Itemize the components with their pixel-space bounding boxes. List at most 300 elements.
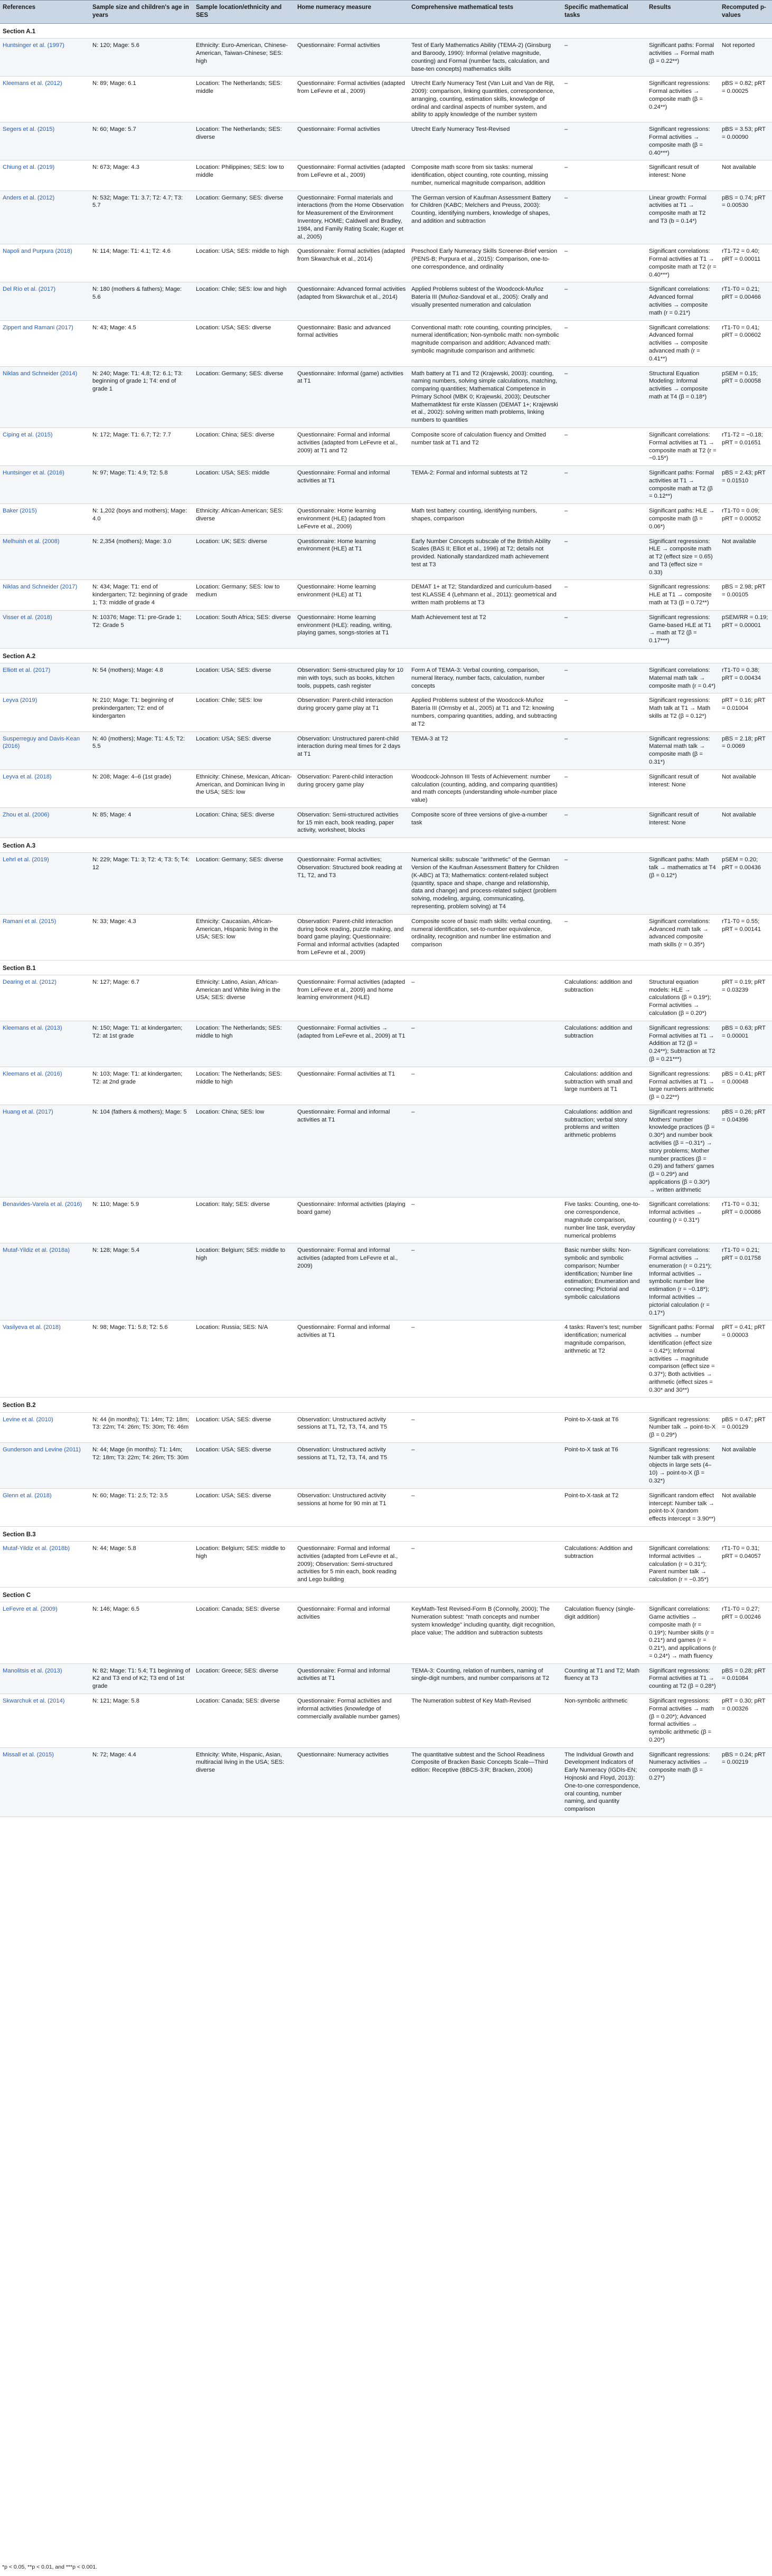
table-row: [0, 39, 772, 77]
table-cell: –: [562, 244, 646, 282]
reference-cell[interactable]: Susperreguy and Davis-Kean (2016): [0, 731, 90, 769]
table-cell: N: 85; Mage: 4: [90, 807, 193, 838]
reference-cell[interactable]: Dearing et al. (2012): [0, 975, 90, 1021]
table-cell: Not available: [719, 534, 772, 580]
table-cell: pBS = 0.28; pRT = 0.01084: [719, 1664, 772, 1694]
column-header: Sample size and children's age in years: [90, 1, 193, 24]
table-cell: Significant correlations: Game activities → composite math (r = 0.19*); Number skills (r = 0.21*) and games (r = 0.21*), and applications (r = 0.24*) → math fluency: [646, 1602, 719, 1664]
table-cell: –: [562, 466, 646, 504]
table-cell: N: 208; Mage: 4–6 (1st grade): [90, 769, 193, 807]
table-cell: Applied Problems subtest of the Woodcock-Muñoz Batería III (Muñoz-Sandoval et al., 2005): Orally and visually presented numeration and calculation: [409, 282, 562, 320]
table-cell: Point-to-X task at T6: [562, 1442, 646, 1488]
table-cell: –: [562, 320, 646, 366]
table-cell: Significant regressions: Game-based HLE at T1 → math at T2 (β = 0.17***): [646, 610, 719, 648]
table-cell: Composite score of basic math skills: verbal counting, numeral identification, set-to-number equivalence, ordinality, recognition and number line estimation and comparison: [409, 914, 562, 960]
table-cell: N: 44 (in months); T1: 14m; T2: 18m; T3: 22m; T4: 26m; T5: 30m; T6: 46m: [90, 1412, 193, 1442]
table-cell: –: [409, 975, 562, 1021]
table-cell: Significant result of interest: None: [646, 769, 719, 807]
reference-cell[interactable]: Leyva et al. (2018): [0, 769, 90, 807]
table-cell: –: [562, 39, 646, 77]
table-cell: –: [409, 1243, 562, 1320]
table-cell: Questionnaire: Formal and informal activities at T1: [295, 1105, 409, 1197]
table-cell: Applied Problems subtest of the Woodcock-Muñoz Batería III (Ormsby et al., 2005) at T1 and T2: knowing numbers, comparing quantities, adding, and subtracting at T2: [409, 693, 562, 731]
table-cell: Questionnaire: Formal activities and informal activities (knowledge of commercially available number games): [295, 1694, 409, 1748]
table-cell: –: [409, 1412, 562, 1442]
table-row: [0, 282, 772, 320]
table-cell: N: 60; Mage: T1: 2.5; T2: 3.5: [90, 1488, 193, 1526]
table-cell: Questionnaire: Formal materials and interactions (from the Home Observation for Measurement of the Environment Inventory, HOME; Caldwell and Bradley, 1984, and Family Rating Scale; Kuger et al., 2005): [295, 191, 409, 244]
reference-cell[interactable]: Glenn et al. (2018): [0, 1488, 90, 1526]
column-header: References: [0, 1, 90, 24]
table-cell: Location: Germany; SES: diverse: [193, 366, 295, 427]
table-cell: Location: UK; SES: diverse: [193, 534, 295, 580]
table-cell: Test of Early Mathematics Ability (TEMA-2) (Ginsburg and Baroody, 1990): Informal (relative magnitude, counting) and Formal (number facts, calculation, and base-ten concepts) mathematics skills: [409, 39, 562, 77]
table-cell: pSEM = 0.20; pRT = 0.00436: [719, 853, 772, 914]
reference-cell[interactable]: Anders et al. (2012): [0, 191, 90, 244]
table-cell: –: [409, 1067, 562, 1105]
reference-cell[interactable]: Benavides-Varela et al. (2016): [0, 1197, 90, 1243]
table-cell: Conventional math: rote counting, counting principles, numeral identification; Non-symbolic math: non-symbolic magnitude comparison and addition; Advanced math: symbolic magnitude comparison and arithmetic: [409, 320, 562, 366]
section-label: Section B.2: [0, 1398, 772, 1412]
table-cell: Location: Italy; SES: diverse: [193, 1197, 295, 1243]
table-cell: The German version of Kaufman Assessment Battery for Children (KABC; Melchers and Preuss, 2003): Counting, identifying numbers, knowledge of shapes, and addition and subtraction: [409, 191, 562, 244]
table-row: [0, 853, 772, 914]
table-cell: Not available: [719, 769, 772, 807]
table-cell: Location: China; SES: diverse: [193, 807, 295, 838]
table-cell: Ethnicity: Latino, Asian, African-American and White living in the USA; SES: diverse: [193, 975, 295, 1021]
reference-cell[interactable]: Skwarchuk et al. (2014): [0, 1694, 90, 1748]
table-cell: N: 150; Mage: T1: at kindergarten; T2: at 1st grade: [90, 1021, 193, 1067]
table-cell: N: 10376; Mage: T1: pre-Grade 1; T2: Grade 5: [90, 610, 193, 648]
table-cell: Significant random effect intercept: Number talk → point-to-X (random effects intercept = 3.90**): [646, 1488, 719, 1526]
reference-cell[interactable]: Huang et al. (2017): [0, 1105, 90, 1197]
table-row: [0, 320, 772, 366]
table-cell: Significant result of interest: None: [646, 160, 719, 191]
table-cell: rT1-T0 = 0.27; pRT = 0.00246: [719, 1602, 772, 1664]
table-cell: Questionnaire: Formal activities; Observation: Structured book reading at T1, T2, and T3: [295, 853, 409, 914]
table-cell: –: [562, 663, 646, 693]
table-cell: Significant regressions: HLE at T1 → composite math at T3 (β = 0.72**): [646, 580, 719, 610]
table-cell: N: 97; Mage: T1: 4.9; T2: 5.8: [90, 466, 193, 504]
table-cell: N: 127; Mage: 6.7: [90, 975, 193, 1021]
table-cell: Math test battery: counting, identifying numbers, shapes, comparison: [409, 504, 562, 534]
table-cell: Questionnaire: Formal and informal activities at T1: [295, 466, 409, 504]
table-cell: rT1-T0 = 0.38; pRT = 0.00434: [719, 663, 772, 693]
table-cell: TEMA-3: Counting, relation of numbers, naming of single-digit numbers, and number comparisons at T2: [409, 1664, 562, 1694]
section-label: Section B.3: [0, 1526, 772, 1541]
table-cell: Significant regressions: Math talk at T1 → Math skills at T2 (β = 0.12*): [646, 693, 719, 731]
table-cell: Significant regressions: Formal activities → math (β = 0.20*); Advanced formal activities → symbolic arithmetic (β = 0.20*): [646, 1694, 719, 1748]
table-cell: Location: USA; SES: diverse: [193, 731, 295, 769]
table-cell: Five tasks: Counting, one-to-one correspondence, magnitude comparison, number line task, everyday numerical problems: [562, 1197, 646, 1243]
table-cell: pBS = 0.24; pRT = 0.00219: [719, 1747, 772, 1817]
table-cell: Significant paths: Formal activities at T1 → composite math at T2 (β = 0.12**): [646, 466, 719, 504]
table-cell: Questionnaire: Home learning environment (HLE) (adapted from LeFevre et al., 2009): [295, 504, 409, 534]
reference-cell[interactable]: Zippert and Ramani (2017): [0, 320, 90, 366]
table-cell: pRT = 0.30; pRT = 0.00326: [719, 1694, 772, 1748]
table-cell: Significant correlations: Advanced formal activities → composite math (r = 0.21*): [646, 282, 719, 320]
table-cell: N: 89; Mage: 6.1: [90, 77, 193, 122]
table-cell: N: 532; Mage: T1: 3.7; T2: 4.7; T3: 5.7: [90, 191, 193, 244]
table-cell: Location: The Netherlands; SES: middle: [193, 77, 295, 122]
table-cell: Observation: Semi-structured activities for 15 min each, book reading, paper activity, worksheet, blocks: [295, 807, 409, 838]
table-cell: N: 210; Mage: T1: beginning of prekindergarten; T2: end of kindergarten: [90, 693, 193, 731]
table-cell: Questionnaire: Formal and informal activities (adapted from LeFevre et al., 2009); Observation: Semi-structured activities for 5 min each, book reading and Lego building: [295, 1542, 409, 1588]
reference-cell[interactable]: Niklas and Schneider (2014): [0, 366, 90, 427]
table-cell: N: 229; Mage: T1: 3; T2: 4; T3: 5; T4: 12: [90, 853, 193, 914]
reference-cell[interactable]: Ciping et al. (2015): [0, 427, 90, 465]
section-row: [0, 1588, 772, 1602]
table-cell: Location: Canada; SES: diverse: [193, 1694, 295, 1748]
column-header: Sample location/ethnicity and SES: [193, 1, 295, 24]
table-cell: Significant paths: Formal activities → Formal math (β = 0.22**): [646, 39, 719, 77]
table-cell: Significant correlations: Formal activities at T1 → composite math at T2 (r = −0.15*): [646, 427, 719, 465]
section-row: [0, 1526, 772, 1541]
table-cell: The Individual Growth and Development Indicators of Early Numeracy (IGDIs-EN; Hojnoski and Floyd, 2013): One-to-one correspondence, oral counting, number naming, and quantity comparison: [562, 1747, 646, 1817]
table-cell: N: 128; Mage: 5.4: [90, 1243, 193, 1320]
table-row: [0, 122, 772, 160]
table-row: [0, 1197, 772, 1243]
table-cell: Questionnaire: Formal activities (adapted from Skwarchuk et al., 2014): [295, 244, 409, 282]
table-footnote: *p < 0.05, **p < 0.01, and ***p < 0.001.: [2, 2564, 98, 2570]
table-cell: –: [562, 191, 646, 244]
reference-cell[interactable]: Mutaf-Yildiz et al. (2018b): [0, 1542, 90, 1588]
table-cell: N: 40 (mothers); Mage: T1: 4.5; T2: 5.5: [90, 731, 193, 769]
table-row: [0, 1542, 772, 1588]
table-cell: Observation: Parent-child interaction during grocery game play: [295, 769, 409, 807]
reference-cell[interactable]: Visser et al. (2018): [0, 610, 90, 648]
table-cell: Significant result of interest: None: [646, 807, 719, 838]
table-cell: pBS = 3.53; pRT = 0.00090: [719, 122, 772, 160]
table-cell: Observation: Unstructured activity sessions at home for 90 min at T1: [295, 1488, 409, 1526]
table-cell: N: 172; Mage: T1: 6.7; T2: 7.7: [90, 427, 193, 465]
table-cell: –: [409, 1320, 562, 1398]
table-cell: Ethnicity: Chinese, Mexican, African-American, and Dominican living in the USA; SES: low: [193, 769, 295, 807]
table-cell: N: 114; Mage: T1: 4.1; T2: 4.6: [90, 244, 193, 282]
section-label: Section B.1: [0, 960, 772, 975]
table-cell: Location: China; SES: low: [193, 1105, 295, 1197]
table-cell: –: [409, 1542, 562, 1588]
table-cell: Utrecht Early Numeracy Test-Revised: [409, 122, 562, 160]
section-row: [0, 24, 772, 39]
table-cell: Questionnaire: Home learning environment (HLE) at T1: [295, 534, 409, 580]
table-cell: Not available: [719, 1442, 772, 1488]
column-header: Specific mathematical tasks: [562, 1, 646, 24]
reference-cell[interactable]: Zhou et al. (2006): [0, 807, 90, 838]
table-cell: N: 180 (mothers & fathers); Mage: 5.6: [90, 282, 193, 320]
table-row: [0, 769, 772, 807]
reference-cell[interactable]: Missall et al. (2015): [0, 1747, 90, 1817]
table-cell: Significant correlations: Informal activities → calculation (r = 0.31*); Parent number talk → calculation (r = −0.35*): [646, 1542, 719, 1588]
table-cell: Location: The Netherlands; SES: diverse: [193, 122, 295, 160]
table-cell: Form A of TEMA-3: Verbal counting, comparison, numeral literacy, number facts, calculation, number concepts: [409, 663, 562, 693]
reference-cell[interactable]: Elliott et al. (2017): [0, 663, 90, 693]
table-cell: N: 1,202 (boys and mothers); Mage: 4.0: [90, 504, 193, 534]
table-cell: Structural equation models: HLE → calculations (β = 0.19*); Formal activities → calculation (β = 0.20*): [646, 975, 719, 1021]
reference-cell[interactable]: Napoli and Purpura (2018): [0, 244, 90, 282]
table-cell: –: [562, 282, 646, 320]
table-cell: Location: Canada; SES: diverse: [193, 1602, 295, 1664]
table-cell: Not available: [719, 160, 772, 191]
table-cell: Ethnicity: Caucasian, African-American, Hispanic living in the USA; SES: low: [193, 914, 295, 960]
table-cell: Observation: Parent-child interaction during grocery game play at T1: [295, 693, 409, 731]
table-row: [0, 1664, 772, 1694]
table-cell: pSEM = 0.15; pRT = 0.00058: [719, 366, 772, 427]
table-row: [0, 191, 772, 244]
table-cell: Location: China; SES: diverse: [193, 427, 295, 465]
reference-cell[interactable]: Huntsinger et al. (2016): [0, 466, 90, 504]
table-cell: –: [562, 77, 646, 122]
table-cell: –: [562, 731, 646, 769]
table-cell: Questionnaire: Formal activities → (adapted from LeFevre et al., 2009) at T1: [295, 1021, 409, 1067]
reference-cell[interactable]: Leyva (2019): [0, 693, 90, 731]
table-cell: Location: The Netherlands; SES: middle to high: [193, 1021, 295, 1067]
reference-cell[interactable]: Niklas and Schneider (2017): [0, 580, 90, 610]
table-cell: Linear growth: Formal activities at T1 → composite math at T2 and T3 (b = 0.14*): [646, 191, 719, 244]
table-cell: Significant regressions: Formal activities → composite math (β = 0.40***): [646, 122, 719, 160]
table-cell: Location: Chile; SES: low and high: [193, 282, 295, 320]
table-cell: –: [409, 1105, 562, 1197]
table-cell: rT1-T0 = 0.41; pRT = 0.00602: [719, 320, 772, 366]
table-cell: Questionnaire: Informal activities (playing board game): [295, 1197, 409, 1243]
reference-cell[interactable]: Kleemans et al. (2013): [0, 1021, 90, 1067]
table-cell: Questionnaire: Formal activities at T1: [295, 1067, 409, 1105]
table-cell: Significant regressions: Mothers' number knowledge practices (β = 0.30*) and number book activities (β = −0.31*) → story problems; Mother number practices (β = 0.29) and fathers' games (β = 0.29*) and applications (β = 0.30*) → written arithmetic: [646, 1105, 719, 1197]
table-cell: Questionnaire: Numeracy activities: [295, 1747, 409, 1817]
table-cell: N: 98; Mage: T1: 5.8; T2: 5.6: [90, 1320, 193, 1398]
table-cell: Questionnaire: Formal and informal activities at T1: [295, 1664, 409, 1694]
table-cell: The Numeration subtest of Key Math-Revised: [409, 1694, 562, 1748]
table-cell: –: [562, 366, 646, 427]
table-cell: Location: Chile; SES: low: [193, 693, 295, 731]
section-label: Section C: [0, 1588, 772, 1602]
reference-cell[interactable]: Vasilyeva et al. (2018): [0, 1320, 90, 1398]
table-cell: –: [562, 504, 646, 534]
table-cell: Questionnaire: Formal and informal activities (adapted from LeFevre et al., 2009): [295, 1243, 409, 1320]
section-row: [0, 648, 772, 663]
table-cell: Questionnaire: Formal activities (adapted from LeFevre et al., 2009) and home learning environment (HLE): [295, 975, 409, 1021]
section-label: Section A.2: [0, 648, 772, 663]
table-cell: –: [409, 1197, 562, 1243]
table-row: [0, 1412, 772, 1442]
table-cell: N: 33; Mage: 4.3: [90, 914, 193, 960]
table-cell: Location: Belgium; SES: middle to high: [193, 1542, 295, 1588]
table-cell: Ethnicity: Euro-American, Chinese-American, Taiwan-Chinese; SES: high: [193, 39, 295, 77]
table-cell: rT1-T2 = 0.40; pRT = 0.00011: [719, 244, 772, 282]
table-row: [0, 1105, 772, 1197]
reference-cell[interactable]: Ramani et al. (2015): [0, 914, 90, 960]
section-row: [0, 1398, 772, 1412]
table-cell: Ethnicity: African-American; SES: diverse: [193, 504, 295, 534]
table-cell: Questionnaire: Basic and advanced formal activities: [295, 320, 409, 366]
table-cell: Ethnicity: White, Hispanic, Asian, multiracial living in the USA; SES: diverse: [193, 1747, 295, 1817]
table-row: [0, 663, 772, 693]
reference-cell[interactable]: Gunderson and Levine (2011): [0, 1442, 90, 1488]
table-cell: Location: Germany; SES: low to medium: [193, 580, 295, 610]
table-cell: –: [562, 122, 646, 160]
table-cell: Composite score of three versions of give-a-number task: [409, 807, 562, 838]
table-row: [0, 1442, 772, 1488]
table-cell: Point-to-X-task at T2: [562, 1488, 646, 1526]
table-cell: Significant regressions: Number talk with present objects in large sets (4–10) → point-to-X (β = 0.32*): [646, 1442, 719, 1488]
table-cell: Basic number skills: Non-symbolic and symbolic comparison; Number identification; Number line estimation; Enumeration and connecting; Pictorial and symbolic calculations: [562, 1243, 646, 1320]
reference-cell[interactable]: Melhuish et al. (2008): [0, 534, 90, 580]
table-cell: rT1-T2 = −0.18; pRT = 0.01651: [719, 427, 772, 465]
table-cell: –: [562, 534, 646, 580]
table-cell: N: 240; Mage: T1: 4.8; T2: 6.1; T3: beginning of grade 1; T4: end of grade 1: [90, 366, 193, 427]
table-cell: N: 121; Mage: 5.8: [90, 1694, 193, 1748]
reference-cell[interactable]: LeFevre et al. (2009): [0, 1602, 90, 1664]
table-cell: rT1-T0 = 0.55; pRT = 0.00141: [719, 914, 772, 960]
table-cell: Not available: [719, 807, 772, 838]
table-cell: Woodcock-Johnson III Tests of Achievement: number calculation (counting, adding, and comparing quantities) and math concepts (understanding whole-number place value): [409, 769, 562, 807]
table-cell: Questionnaire: Formal activities (adapted from LeFevre et al., 2009): [295, 77, 409, 122]
table-cell: Significant correlations: Maternal math talk → composite math (r = 0.4*): [646, 663, 719, 693]
table-row: [0, 1694, 772, 1748]
table-cell: Not reported: [719, 39, 772, 77]
table-cell: Significant paths: Math talk → mathematics at T4 (β = 0.12*): [646, 853, 719, 914]
table-row: [0, 1602, 772, 1664]
table-cell: rT1-T0 = 0.09; pRT = 0.00052: [719, 504, 772, 534]
reference-cell[interactable]: Baker (2015): [0, 504, 90, 534]
table-row: [0, 580, 772, 610]
reference-cell[interactable]: Chiung et al. (2019): [0, 160, 90, 191]
table-cell: Questionnaire: Formal and informal activities (adapted from LeFevre et al., 2009) at T1 and T2: [295, 427, 409, 465]
table-cell: N: 60; Mage: 5.7: [90, 122, 193, 160]
table-cell: N: 120; Mage: 5.6: [90, 39, 193, 77]
table-cell: –: [409, 1021, 562, 1067]
table-cell: pBS = 2.98; pRT = 0.00105: [719, 580, 772, 610]
table-cell: N: 434; Mage: T1: end of kindergarten; T2: beginning of grade 1; T3: middle of grade 4: [90, 580, 193, 610]
table-cell: Significant regressions: Formal activities → composite math (β = 0.24**): [646, 77, 719, 122]
reference-cell[interactable]: Levine et al. (2010): [0, 1412, 90, 1442]
table-row: [0, 466, 772, 504]
table-cell: Calculation fluency (single-digit addition): [562, 1602, 646, 1664]
reference-cell[interactable]: Mutaf-Yildiz et al. (2018a): [0, 1243, 90, 1320]
table-row: [0, 504, 772, 534]
table-cell: Observation: Unstructured parent-child interaction during meal times for 2 days at T1: [295, 731, 409, 769]
reference-cell[interactable]: Kleemans et al. (2012): [0, 77, 90, 122]
table-cell: Location: USA; SES: middle to high: [193, 244, 295, 282]
table-cell: Significant regressions: Formal activities at T1 → large numbers arithmetic (β = 0.22**): [646, 1067, 719, 1105]
table-cell: Structural Equation Modeling: Informal activities → composite math at T4 (β = 0.18*): [646, 366, 719, 427]
table-cell: Location: South Africa; SES: diverse: [193, 610, 295, 648]
table-cell: Counting at T1 and T2; Math fluency at T3: [562, 1664, 646, 1694]
table-cell: Non-symbolic arithmetic: [562, 1694, 646, 1748]
table-cell: –: [562, 853, 646, 914]
table-cell: Significant correlations: Formal activities → enumeration (r = 0.21*); Informal activities → symbolic number line estimation (r = −0.18*); Informal activities → pictorial calculation (r = 0.17*): [646, 1243, 719, 1320]
table-cell: Questionnaire: Formal activities: [295, 39, 409, 77]
table-cell: Questionnaire: Advanced formal activities (adapted from Skwarchuk et al., 2014): [295, 282, 409, 320]
table-cell: TEMA-3 at T2: [409, 731, 562, 769]
table-row: [0, 975, 772, 1021]
table-row: [0, 1747, 772, 1817]
table-cell: Location: USA; SES: diverse: [193, 663, 295, 693]
table-cell: N: 44; Mage: 5.8: [90, 1542, 193, 1588]
table-cell: N: 54 (mothers); Mage: 4.8: [90, 663, 193, 693]
table-row: [0, 731, 772, 769]
table-cell: Location: USA; SES: middle: [193, 466, 295, 504]
table-cell: –: [562, 610, 646, 648]
table-row: [0, 160, 772, 191]
table-cell: Questionnaire: Formal activities: [295, 122, 409, 160]
table-cell: Significant regressions: Formal activities at T1 → Addition at T2 (β = 0.24**); Subtraction at T2 (β = 0.21***): [646, 1021, 719, 1067]
table-cell: Significant correlations: Advanced math talk → advanced composite math skills (r = 0.35*): [646, 914, 719, 960]
table-cell: Preschool Early Numeracy Skills Screener-Brief version (PENS-B; Purpura et al., 2015): Comparison, one-to-one correspondence, and ordinality: [409, 244, 562, 282]
table-cell: N: 110; Mage: 5.9: [90, 1197, 193, 1243]
table-cell: Math battery at T1 and T2 (Krajewski, 2003): counting, naming numbers, solving simple calculations, matching, comparing quantities; Mathematical Competence in Primary School (MBK 0; Krajewski, 2003); Deutscher Mathematiktest für erste Klassen (DEMAT 1+; Krajewski et al., 2002): solving written math problems, linking numbers to quantities: [409, 366, 562, 427]
table-cell: Early Number Concepts subscale of the British Ability Scales (BAS II; Elliot et al., 1996) at T2; details not provided. Nationally standardized math achievement test at T3: [409, 534, 562, 580]
table-cell: pSEM/RR = 0.19; pRT = 0.00001: [719, 610, 772, 648]
table-cell: Utrecht Early Numeracy Test (Van Luit and Van de Rijt, 2009): comparison, linking quantities, correspondence, arranging, counting, estimation skills, knowledge of ordinal and cardinal aspects of number system, and ability to apply knowledge of the number system: [409, 77, 562, 122]
table-cell: pBS = 0.41; pRT = 0.00048: [719, 1067, 772, 1105]
table-cell: Location: Philippines; SES: low to middle: [193, 160, 295, 191]
table-cell: Calculations: addition and subtraction with small and large numbers at T1: [562, 1067, 646, 1105]
table-cell: rT1-T0 = 0.31; pRT = 0.00086: [719, 1197, 772, 1243]
table-cell: Significant correlations: Formal activities at T1 → composite math at T2 (r = 0.40***): [646, 244, 719, 282]
table-cell: The quantitative subtest and the School Readiness Composite of Bracken Basic Concepts Scale—Third edition: Receptive (BBCS-3:R; Bracken, 2006): [409, 1747, 562, 1817]
table-cell: pBS = 0.26; pRT = 0.04396: [719, 1105, 772, 1197]
table-cell: Observation: Semi-structured play for 10 min with toys, such as books, kitchen tools, puppets, cash register: [295, 663, 409, 693]
table-row: [0, 693, 772, 731]
table-cell: Location: Belgium; SES: middle to high: [193, 1243, 295, 1320]
reference-cell[interactable]: Segers et al. (2015): [0, 122, 90, 160]
table-row: [0, 366, 772, 427]
table-cell: Not available: [719, 1488, 772, 1526]
table-cell: DEMAT 1+ at T2; Standardized and curriculum-based test KLASSE 4 (Lehmann et al., 2011): geometrical and written math problems at T3: [409, 580, 562, 610]
table-cell: N: 72; Mage: 4.4: [90, 1747, 193, 1817]
table-cell: Significant correlations: Informal activities → counting (r = 0.31*): [646, 1197, 719, 1243]
table-row: [0, 807, 772, 838]
table-cell: Significant paths: HLE → composite math (β = 0.06*): [646, 504, 719, 534]
table-cell: pBS = 0.82; pRT = 0.00025: [719, 77, 772, 122]
section-label: Section A.3: [0, 838, 772, 853]
table-row: [0, 610, 772, 648]
reference-cell[interactable]: Huntsinger et al. (1997): [0, 39, 90, 77]
table-cell: rT1-T0 = 0.21; pRT = 0.00466: [719, 282, 772, 320]
reference-cell[interactable]: Manolitsis et al. (2013): [0, 1664, 90, 1694]
table-cell: TEMA-2: Formal and informal subtests at T2: [409, 466, 562, 504]
table-cell: pBS = 2.43; pRT = 0.01510: [719, 466, 772, 504]
table-cell: Location: Greece; SES: diverse: [193, 1664, 295, 1694]
table-cell: rT1-T0 = 0.31; pRT = 0.04057: [719, 1542, 772, 1588]
table-cell: Questionnaire: Formal activities (adapted from LeFevre et al., 2009): [295, 160, 409, 191]
table-cell: –: [409, 1442, 562, 1488]
table-row: [0, 427, 772, 465]
table-row: [0, 1243, 772, 1320]
reference-cell[interactable]: Lehrl et al. (2019): [0, 853, 90, 914]
reference-cell[interactable]: Kleemans et al. (2016): [0, 1067, 90, 1105]
table-cell: Location: USA; SES: diverse: [193, 1442, 295, 1488]
table-cell: Numerical skills: subscale "arithmetic" of the German Version of the Kaufman Assessment Battery for Children (K-ABC) at T3; Mathematics: content-related subject (quantity, space and shape, change and relationship, data and change) and process-related subject (problem solving, modeling, arguing, communicating, representing, problem solving) at T4: [409, 853, 562, 914]
table-cell: Observation: Parent-child interaction during book reading, puzzle making, and board game playing; Questionnaire: Formal and informal activities (adapted from LeFevre et al., 2009): [295, 914, 409, 960]
table-cell: Significant regressions: HLE → composite math at T2 (effect size = 0.65) and T3 (effect size = 0.33): [646, 534, 719, 580]
table-cell: Location: Germany; SES: diverse: [193, 191, 295, 244]
table-cell: N: 146; Mage: 6.5: [90, 1602, 193, 1664]
column-header: Recomputed p-values: [719, 1, 772, 24]
table-cell: –: [562, 807, 646, 838]
table-cell: N: 103; Mage: T1: at kindergarten; T2: at 2nd grade: [90, 1067, 193, 1105]
table-cell: KeyMath-Test Revised-Form B (Connolly, 2000); The Numeration subtest: "math concepts and number system knowledge" including quantity, digit recognition, place value; The addition and subtraction subtests: [409, 1602, 562, 1664]
table-cell: N: 2,354 (mothers); Mage: 3.0: [90, 534, 193, 580]
table-cell: Location: Germany; SES: diverse: [193, 853, 295, 914]
reference-cell[interactable]: Del Río et al. (2017): [0, 282, 90, 320]
table-cell: Questionnaire: Informal (game) activities at T1: [295, 366, 409, 427]
table-cell: N: 82; Mage: T1: 5.4; T1 beginning of K2 and T3 end of K2; T3 end of 1st grade: [90, 1664, 193, 1694]
table-cell: Significant paths: Formal activities → number identification (effect size = 0.42*); Informal activities → magnitude comparison (effect size = 0.37*); Both activities → arithmetic (effect sizes = 0.30* and 30**): [646, 1320, 719, 1398]
table-cell: pBS = 0.74; pRT = 0.00530: [719, 191, 772, 244]
table-cell: pBS = 0.47; pRT = 0.00129: [719, 1412, 772, 1442]
